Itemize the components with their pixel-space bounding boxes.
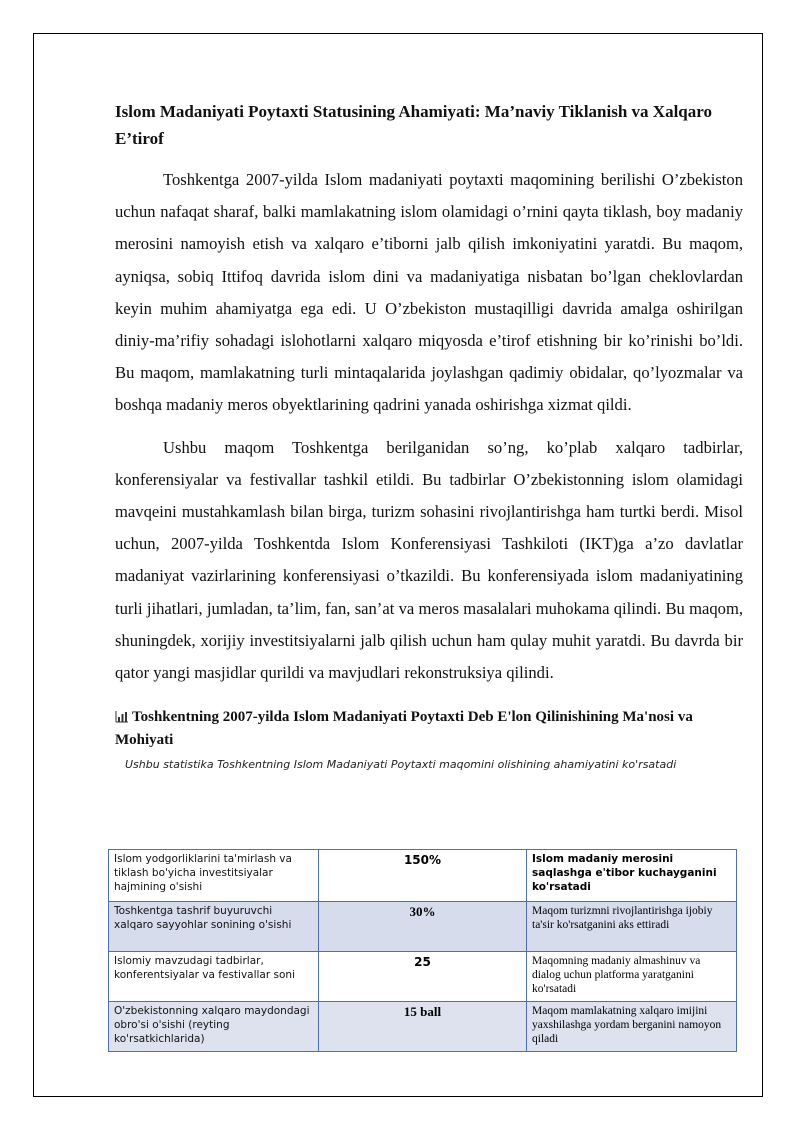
section-subheading	[115, 707, 743, 751]
table-row	[109, 952, 737, 1002]
note-cell: Maqom turizmni rivojlantirishga ijobiy ta'sir ko'rsatganini aks ettiradi	[527, 902, 737, 952]
indicator-cell: O'zbekistonning xalqaro maydondagi obro'si o'sishi (reyting ko'rsatkichlarida)	[109, 1002, 319, 1052]
indicator-cell: Islom yodgorliklarini ta'mirlash va tiklash bo'yicha investitsiyalar hajmining o'sishi	[109, 850, 319, 902]
statistics-table	[108, 849, 737, 1052]
subheading-text: Toshkentning 2007-yilda Islom Madaniyati Poytaxti Deb E'lon Qilinishining Ma'nosi va Mohiyati	[115, 709, 693, 749]
indicator-cell: Islomiy mavzudagi tadbirlar, konferentsiyalar va festivallar soni	[109, 952, 319, 1002]
paragraph-1: Toshkentga 2007-yilda Islom madaniyati poytaxti maqomining berilishi O’zbekiston uchun nafaqat sharaf, balki mamlakatning islom olamidagi o’rnini qayta tiklash, boy madaniy merosini namoyish etish va xalqaro e’tiborni jalb qilish imkoniyatini yaratdi. Bu maqom, ayniqsa, sobiq Ittifoq davrida islom dini va madaniyatiga nisbatan bo’lgan cheklovlardan keyin muhim ahamiyatga ega edi. U O’zbekiston mustaqilligi davrida amalga oshirilgan diniy-ma’rifiy sohadagi islohotlarni xalqaro miqyosda e’tirof etishning bir ko’rinishi bo’ldi. Bu maqom, mamlakatning turli mintaqalarida joylashgan qadimiy obidalar, qo’lyozmalar va boshqa madaniy meros obyektlarining qadrini yanada oshirishga xizmat qildi.	[115, 170, 743, 415]
table-row	[109, 850, 737, 902]
document-body	[115, 98, 743, 773]
table-caption: Ushbu statistika Toshkentning Islom Madaniyati Poytaxti maqomini olishining ahamiyatini ko'rsatadi	[125, 758, 677, 772]
table-row	[109, 902, 737, 952]
value-cell: 150%	[319, 850, 527, 902]
value-cell: 15 ball	[319, 1002, 527, 1052]
value-cell: 25	[319, 952, 527, 1002]
indicator-cell: Toshkentga tashrif buyuruvchi xalqaro sayyohlar sonining o'sishi	[109, 902, 319, 952]
note-cell: Islom madaniy merosini saqlashga e'tibor kuchayganini ko'rsatadi	[527, 850, 737, 902]
value-cell: 30%	[319, 902, 527, 952]
bar-chart-icon	[115, 709, 128, 730]
document-title: Islom Madaniyati Poytaxti Statusining Ahamiyati: Ma’naviy Tiklanish va Xalqaro E’tirof	[115, 102, 712, 148]
note-cell: Maqom mamlakatning xalqaro imijini yaxshilashga yordam berganini namoyon qiladi	[527, 1002, 737, 1052]
table-row	[109, 1002, 737, 1052]
note-cell: Maqomning madaniy almashinuv va dialog uchun platforma yaratganini ko'rsatadi	[527, 952, 737, 1002]
paragraph-2: Ushbu maqom Toshkentga berilganidan so’ng, ko’plab xalqaro tadbirlar, konferensiyalar va festivallar tashkil etildi. Bu tadbirlar O’zbekistonning islom olamidagi mavqeini mustahkamlash bilan birga, turizm sohasini rivojlantirishga ham turtki berdi. Misol uchun, 2007-yilda Toshkentda Islom Konferensiyasi Tashkiloti (IKT)ga a’zo davlatlar madaniyat vazirlarining konferensiyasi o’tkazildi. Bu konferensiyada islom madaniyatining turli jihatlari, jumladan, ta’lim, fan, san’at va meros masalalari muhokama qilindi. Bu maqom, shuningdek, xorijiy investitsiyalarni jalb qilish uchun ham qulay muhit yaratdi. Bu davrda bir qator yangi masjidlar qurildi va mavjudlari rekonstruksiya qilindi.	[115, 437, 743, 683]
